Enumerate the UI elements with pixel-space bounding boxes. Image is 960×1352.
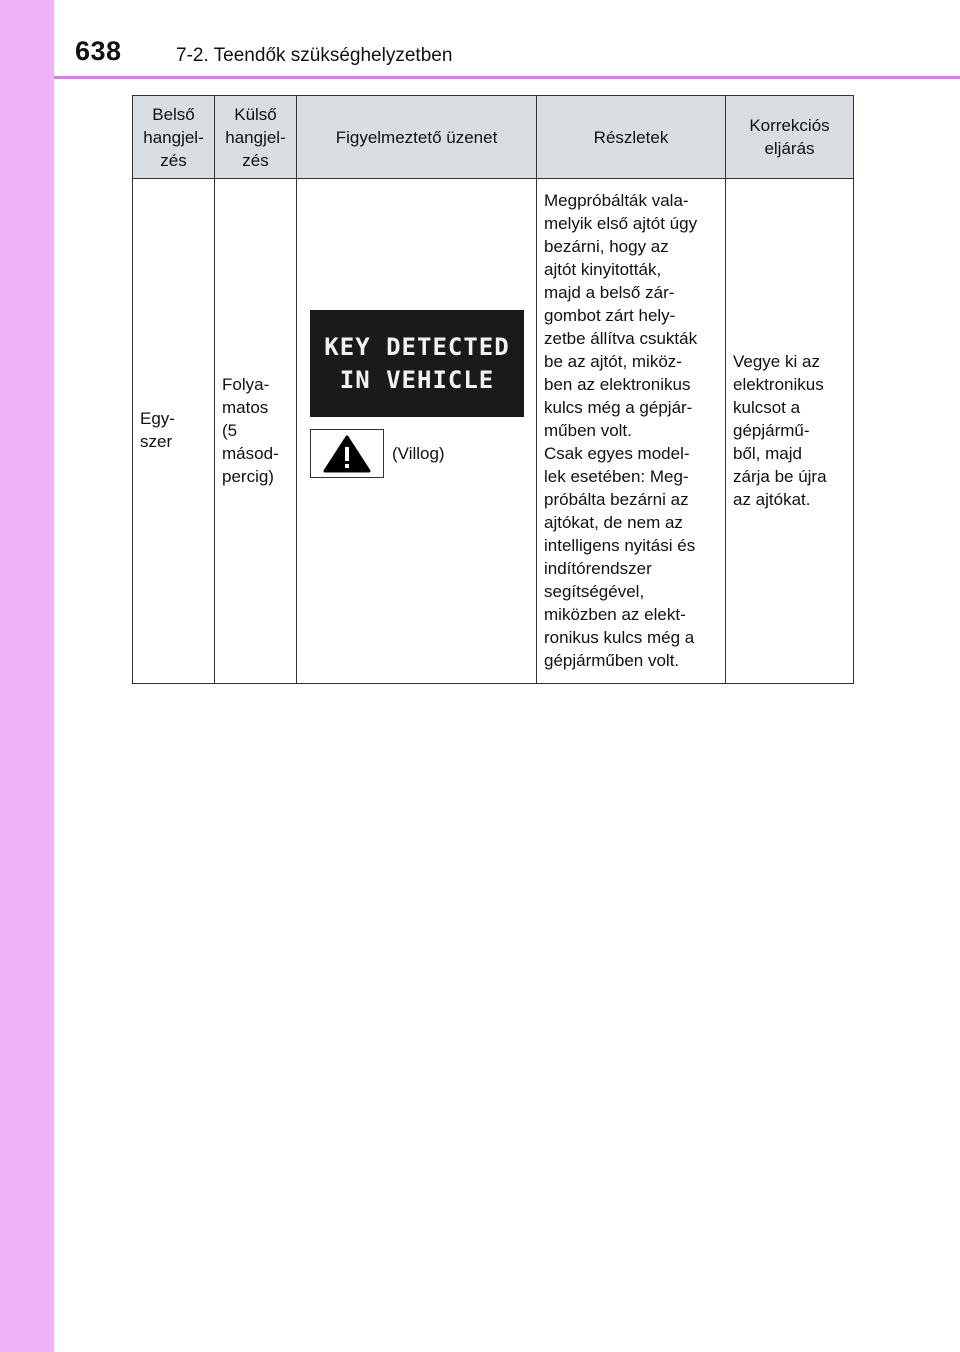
col-header-details: Részletek — [537, 96, 726, 179]
cell-external-signal: Folya- matos (5 másod- percig) — [215, 179, 297, 684]
display-line-2: IN VEHICLE — [339, 365, 495, 394]
multi-info-display — [310, 310, 524, 417]
side-color-band — [0, 0, 54, 1352]
col-header-internal-signal: Belső hangjel- zés — [133, 96, 215, 179]
cell-warning-message — [297, 179, 537, 684]
col-header-warning-message: Figyelmeztető üzenet — [297, 96, 537, 179]
table-header-row — [133, 96, 854, 179]
warning-table — [132, 95, 854, 684]
table-row — [133, 179, 854, 684]
section-title: 7-2. Teendők szükséghelyzetben — [176, 45, 453, 66]
header-divider — [54, 76, 960, 79]
display-line-1: KEY DETECTED — [324, 332, 510, 361]
cell-details: Megpróbálták vala- melyik első ajtót úgy bezárni, hogy az ajtót kinyitották, majd a belső zár- gombot zárt hely- zetbe állítva csukták be az ajtót, miköz- ben az elektronikus kulcs még a gépjár- műben volt. Csak egyes model- lek esetében: Meg- próbálta bezárni az ajtókat, de nem az intelligens nyitási és indítórendszer segítségével, miközben az elekt- ronikus kulcs még a gépjárműben volt. — [537, 179, 726, 684]
page-number: 638 — [75, 36, 122, 66]
cell-correction: Vegye ki az elektronikus kulcsot a gépjármű- ből, majd zárja be újra az ajtókat. — [726, 179, 854, 684]
warning-triangle-icon — [310, 429, 384, 478]
col-header-correction: Korrekciós eljárás — [726, 96, 854, 179]
cell-internal-signal: Egy- szer — [133, 179, 215, 684]
col-header-external-signal: Külső hangjel- zés — [215, 96, 297, 179]
blink-note: (Villog) — [392, 444, 445, 464]
